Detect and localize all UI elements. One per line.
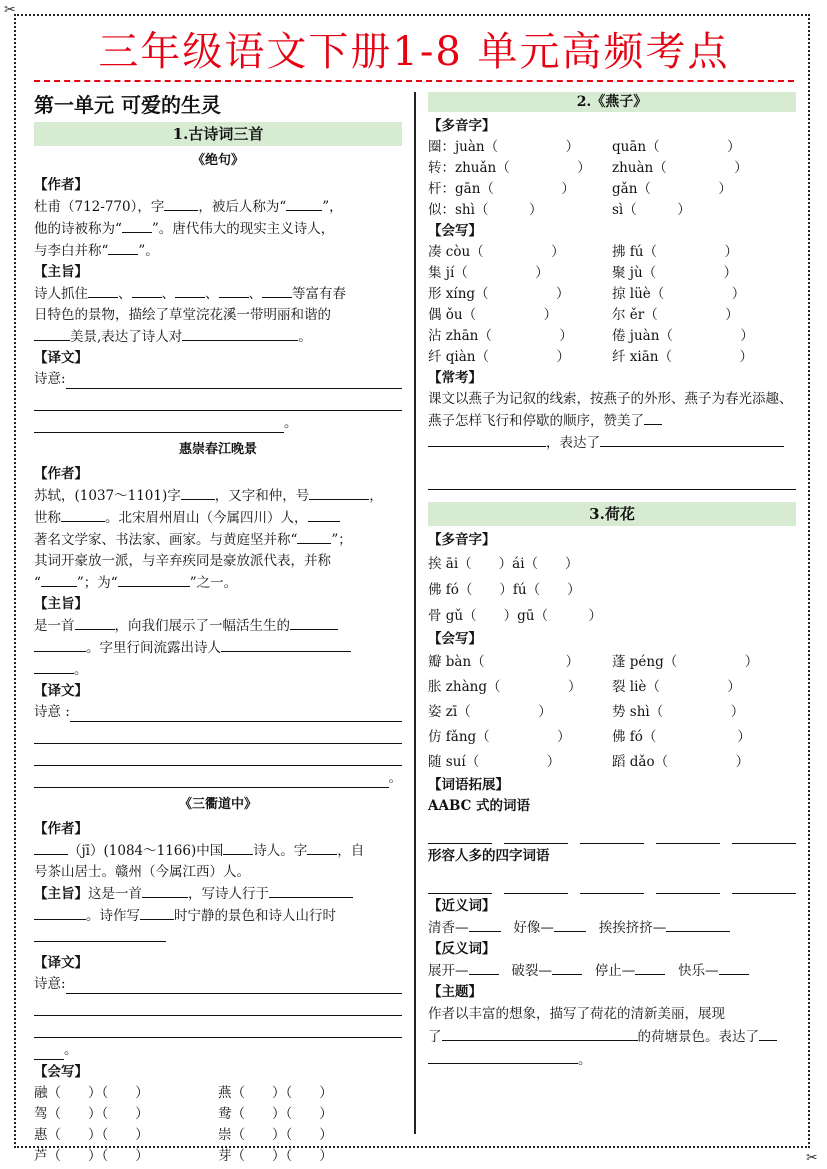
theme-text: 作者以丰富的想象，描写了荷花的清新美丽，展现 了 的荷塘景色。表达了 。 [428,1003,796,1072]
write-row: 融（ ）（ ） 燕（ ）（ ） [34,1085,333,1101]
left-column: 第一单元 可爱的生灵 1.古诗词三首 《绝句》 【作者】 杜甫（712-770），字 ，被后人称为“ ”， 他的诗被称为“ ”。唐代伟大的现实主义诗人， 与李白并称“ ”。 【主旨】 诗人抓住 、 、 、 、 等富有春 日特色的景物，描绘了草堂浣花溪一带明丽和谐的 美景,表达了诗人对 。 【译文】 诗意: 。 惠崇春江晚景 【作者】 苏轼，(1037～1101)字 ，又字和仲，号 ， 世称 。北宋眉州眉山（今属四川）人， 著名文学家、书法家、画家。与黄庭坚并称“ ”； 其词开豪放一派，与辛弃疾同是豪放派代表，并称 “ ”；为“ ”之一。 【主旨】 是一首 ，向我们展示了一幅活生生的 。字里行间流露出诗人 。 【译文】 诗意 : 。 《三衢道中》 【作者】 （jī）(1084～1166)中国 诗人。字 ，自 号茶山居士。赣州（今属江西）人。 【主旨】这是一首 ，写诗人行于 。诗作写 时宁静的景色和诗人山行时 【译文】 诗意: 。 【会写】 融（ ）（ ） 燕（ ）（ ） 驾（ ）（ ） 鸯（ ）（ ） 惠（ ）（ ） 崇（ ）（ ） 芦（ ）（ ） 芽（ ）（ ） [34,90,402,1167]
answer-line [34,391,402,411]
translation-heading: 【译文】 [34,955,88,971]
synonym-row: 清香— 好像— 挨挨挤挤— [428,917,796,939]
poem-1-theme: 诗人抓住 、 、 、 、 等富有春 日特色的景物，描绘了草堂浣花溪一带明丽和谐的 美景,表达了诗人对 。 [34,283,402,348]
poem-2-author: 苏轼，(1037～1101)字 ，又字和仲，号 ， 世称 。北宋眉州眉山（今属四川）人， 著名文学家、书法家、画家。与黄庭坚并称“ ”； 其词开豪放一派，与辛弃疾同是豪放派代表，并称 “ ”；为“ ”之一。 [34,485,402,594]
write-table [34,1083,402,1167]
write-heading: 【会写】 [428,631,482,647]
write-heading: 【会写】 [428,223,482,239]
poem-1-title: 《绝句》 [191,153,244,168]
common-exam-text: 课文以燕子为记叙的线索，按燕子的外形、燕子为春光添趣、燕子怎样飞行和停歇的顺序，赞美了 ，表达了 [428,391,793,451]
poem-2-translation: 诗意 : [34,702,402,724]
theme-heading: 【主旨】 [34,596,88,612]
write-row: 纤 qiàn（ ） 纤 xiān（ ） [428,349,753,365]
answer-line [428,470,796,490]
poem-3-author: （jī）(1084～1166)中国 诗人。字 ，自 号茶山居士。赣州（今属江西）人。 [34,840,402,883]
polyphone-row: 骨 gǔ（ ）gū（ ） [428,608,602,624]
title-underline [34,80,794,82]
answer-line [34,1018,402,1038]
antonym-row: 展开— 破裂— 停止— 快乐— [428,960,796,982]
poem-2-theme: 是一首 ，向我们展示了一幅活生生的 。字里行间流露出诗人 。 [34,615,402,681]
poem-1-author: 杜甫（712-770），字 ，被后人称为“ ”， 他的诗被称为“ ”。唐代伟大的现实主义诗人， 与李白并称“ ”。 [34,196,402,262]
answer-line [34,746,402,766]
answer-line [34,996,402,1016]
poem-3-theme: 【主旨】这是一首 ，写诗人行于 。诗作写 时宁静的景色和诗人山行时 [34,883,402,949]
antonym-heading: 【反义词】 [428,941,496,957]
polyphone-row: 佛 fó（ ）fú（ ） [428,582,581,598]
write-row: 惠（ ）（ ） 崇（ ）（ ） [34,1127,333,1143]
write-row: 瓣 bàn（ ） 蓬 péng（ ） [428,654,759,670]
poem-3-translation: 诗意: [34,974,402,996]
write-row: 凑 còu（ ） 拂 fú（ ） [428,244,738,260]
synonym-heading: 【近义词】 [428,898,496,914]
common-exam-heading: 【常考】 [428,370,482,386]
write-row: 沾 zhān（ ） 倦 juàn（ ） [428,328,754,344]
lesson-1-title: 1.古诗词三首 [34,122,402,146]
polyphone-row: 圈：juàn（ ） quān（ ） [428,139,741,155]
write-row: 胀 zhàng（ ） 裂 liè（ ） [428,679,741,695]
theme-heading: 【主题】 [428,984,482,1000]
write-row: 形 xíng（ ） 掠 lüè（ ） [428,286,746,302]
scissors-icon: ✂ [806,1150,818,1166]
write-row: 姿 zī（ ） 势 shì（ ） [428,704,745,720]
translation-heading: 【译文】 [34,683,88,699]
scissors-icon: ✂ [4,2,16,18]
author-heading: 【作者】 [34,466,88,482]
write-heading: 【会写】 [34,1064,88,1080]
polyphone-row: 似：shì（ ） sì（ ） [428,202,691,218]
column-divider [414,92,416,1134]
polyphone-row: 转：zhuǎn（ ） zhuàn（ ） [428,160,748,176]
theme-heading: 【主旨】 [34,264,88,280]
polyphone-heading: 【多音字】 [428,532,496,548]
page-title: 三年级语文下册1-8 单元高频考点 [98,29,730,75]
word-expansion-heading: 【词语拓展】 [428,777,509,793]
answer-line [34,724,402,744]
four-char-blanks [428,877,796,894]
right-column [428,90,796,1072]
write-row: 仿 fǎng（ ） 佛 fó（ ） [428,729,751,745]
write-row: 芦（ ）（ ） 芽（ ）（ ） [34,1148,333,1164]
lesson-3-title: 3.荷花 [428,502,796,526]
aabc-blanks [428,827,796,844]
poem-1-translation: 诗意: [34,369,402,391]
author-heading: 【作者】 [34,821,88,837]
polyphone-row: 挨 āi（ ）ái（ ） [428,556,579,572]
polyphone-heading: 【多音字】 [428,118,496,134]
lesson-2-title: 2.《燕子》 [428,92,796,112]
unit-title: 第一单元 可爱的生灵 [34,93,221,117]
poem-3-title: 《三衢道中》 [178,797,257,812]
write-row: 驾（ ）（ ） 鸯（ ）（ ） [34,1106,333,1122]
four-char-label: 形容人多的四字词语 [428,848,550,864]
author-heading: 【作者】 [34,177,88,193]
write-row: 偶 ǒu（ ） 尔 ěr（ ） [428,307,739,323]
translation-heading: 【译文】 [34,350,88,366]
aabc-label: AABC 式的词语 [428,798,531,814]
write-row: 集 jí（ ） 聚 jù（ ） [428,265,738,281]
polyphone-row: 杆：gān（ ） gǎn（ ） [428,181,732,197]
poem-2-title: 惠崇春江晚景 [178,442,257,457]
write-row: 随 suí（ ） 蹈 dǎo（ ） [428,754,750,770]
